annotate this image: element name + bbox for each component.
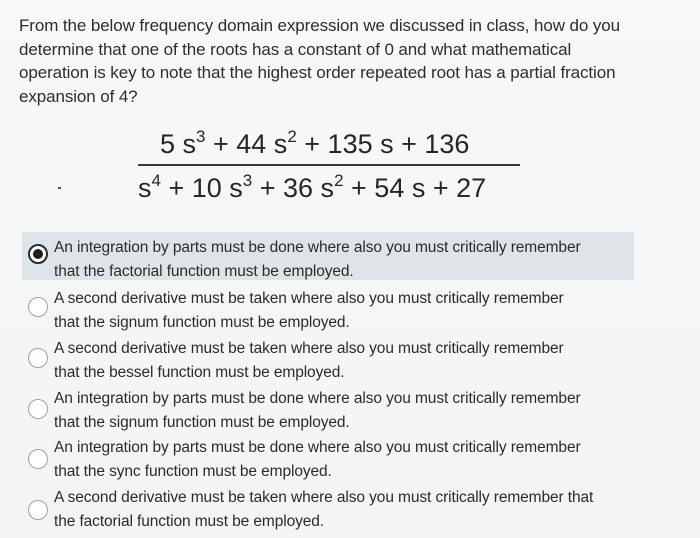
question-line: operation is key to note that the highest order repeated root has a partial fraction <box>19 63 616 82</box>
radio-button-selected[interactable] <box>28 244 48 264</box>
answer-option-1[interactable] <box>22 232 634 280</box>
numerator-term: 5 s <box>160 129 197 159</box>
option-line: An integration by parts must be done where also you must critically remember <box>54 239 581 256</box>
option-line: An integration by parts must be done where also you must critically remember <box>54 439 581 456</box>
numerator-term: + 135 s + 136 <box>296 129 470 159</box>
answer-option-label <box>54 287 634 334</box>
option-line: An integration by parts must be done where also you must critically remember <box>54 390 581 407</box>
answer-option-6[interactable] <box>22 482 634 530</box>
numerator-exponent: 2 <box>287 127 297 146</box>
answer-option-5[interactable] <box>22 432 634 480</box>
radio-button[interactable] <box>28 348 48 368</box>
radio-button[interactable] <box>28 500 48 520</box>
answer-option-label <box>54 236 634 283</box>
answer-option-label <box>54 337 634 384</box>
question-text <box>19 14 679 108</box>
denominator-exponent: 2 <box>334 171 344 190</box>
answer-option-4[interactable] <box>22 383 634 431</box>
option-line: A second derivative must be taken where also you must critically remember that <box>54 489 594 506</box>
fraction-denominator <box>138 172 528 204</box>
numerator-exponent: 3 <box>196 127 206 146</box>
radio-button[interactable] <box>28 449 48 469</box>
option-line: that the bessel function must be employed. <box>54 363 345 381</box>
denominator-term: s <box>138 173 152 203</box>
transfer-function-expression <box>138 128 528 204</box>
option-line: A second derivative must be taken where also you must critically remember <box>54 290 564 307</box>
question-line: expansion of 4? <box>19 86 138 106</box>
fraction-numerator <box>138 128 528 160</box>
denominator-term: + 36 s <box>252 173 335 203</box>
answer-option-label <box>54 436 634 483</box>
option-line: that the signum function must be employed. <box>54 413 350 431</box>
option-line: that the signum function must be employed. <box>54 313 350 331</box>
radio-button[interactable] <box>28 399 48 419</box>
option-line: A second derivative must be taken where also you must critically remember <box>54 340 564 357</box>
denominator-term: + 54 s + 27 <box>343 173 487 203</box>
option-line: the factorial function must be employed. <box>54 512 324 530</box>
stray-mark <box>58 187 61 189</box>
answer-option-label <box>54 387 634 434</box>
question-line: From the below frequency domain expression we discussed in class, how do you <box>19 16 620 35</box>
radio-button[interactable] <box>28 297 48 317</box>
option-line: that the factorial function must be employed. <box>54 262 354 280</box>
answer-option-3[interactable] <box>22 333 634 381</box>
denominator-term: + 10 s <box>160 173 243 203</box>
answer-option-2[interactable] <box>22 283 634 331</box>
denominator-exponent: 4 <box>151 171 161 190</box>
option-line: that the sync function must be employed. <box>54 462 332 480</box>
numerator-term: + 44 s <box>205 129 288 159</box>
answer-option-label <box>54 486 634 533</box>
question-line: determine that one of the roots has a constant of 0 and what mathematical <box>19 39 572 59</box>
denominator-exponent: 3 <box>242 171 253 190</box>
fraction-bar <box>138 164 520 166</box>
